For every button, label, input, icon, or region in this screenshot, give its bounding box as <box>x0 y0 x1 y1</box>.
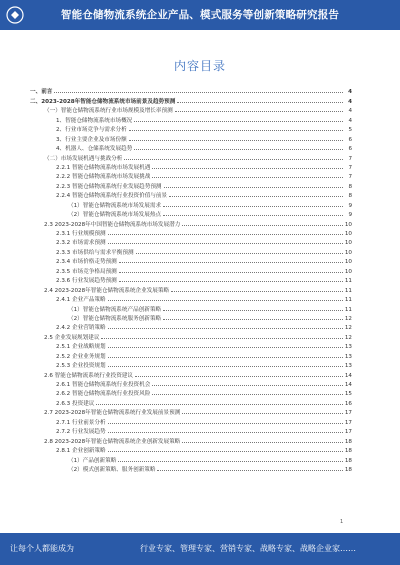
toc-entry-title: 2.3.3 市场供给与需求平衡预测 <box>56 249 134 256</box>
toc-entry[interactable] <box>30 341 352 350</box>
toc-leader-dots <box>119 272 343 273</box>
toc-entry[interactable] <box>30 369 352 378</box>
toc-entry-page: 8 <box>348 193 352 200</box>
toc-leader-dots <box>108 357 343 358</box>
toc-entry-title: 2.6.1 智能仓储物流系统行业投资机会 <box>56 382 151 388</box>
toc-entry-page: 18 <box>344 448 352 455</box>
toc-entry-page: 10 <box>344 231 352 237</box>
toc-entry-title: 二、2023-2028年智能仓储物流系统市场前景及趋势预测 <box>30 98 176 105</box>
toc-entry-title: （2）智能仓储物流系统服务创新策略 <box>68 315 162 322</box>
toc-leader-dots <box>163 310 343 311</box>
toc-entry-page: 18 <box>344 438 352 445</box>
toc-leader-dots <box>54 92 343 93</box>
toc-entry-page: 13 <box>344 353 352 360</box>
toc-entry-page: 9 <box>348 212 352 219</box>
toc-entry-title: 2.5 企业发展规划建议 <box>44 334 100 341</box>
toc-entry-page: 11 <box>344 297 352 304</box>
toc-leader-dots <box>108 347 343 348</box>
toc-entry-title: （2）智能仓储物流系统市场发展热点 <box>68 212 162 219</box>
toc-entry[interactable] <box>30 416 352 425</box>
toc-leader-dots <box>175 111 343 112</box>
toc-leader-dots <box>182 442 343 443</box>
toc-leader-dots <box>101 338 343 339</box>
toc-entry-page: 12 <box>344 315 352 322</box>
toc-leader-dots <box>171 291 343 292</box>
toc-entry[interactable] <box>30 180 352 189</box>
footer-tagline: 行业专家、管理专家、营销专家、战略专家、战略企业家…… <box>140 544 356 553</box>
toc-heading: 内容目录 <box>173 59 226 73</box>
toc-entry-title: 2.6.3 投资建议 <box>56 400 95 407</box>
toc-entry-title: （二）市场发展机遇与挑战分析 <box>44 155 123 162</box>
toc-entry[interactable] <box>30 464 352 473</box>
toc-entry-page: 9 <box>348 202 352 209</box>
toc-entry-title: 2.8 2023-2028年智能仓储物流系统企业创新发展策略 <box>44 438 181 445</box>
toc-leader-dots <box>108 234 343 235</box>
toc-entry-title: 2.6 智能仓储物流系统行业投资建议 <box>44 372 133 379</box>
toc-entry-title: 2.3.2 市场需求预测 <box>56 240 106 247</box>
toc-leader-dots <box>119 281 343 282</box>
toc-entry-page: 6 <box>348 136 352 143</box>
toc-entry-title: 2.5.1 企业战略规划 <box>56 344 106 351</box>
toc-entry[interactable] <box>30 124 352 133</box>
toc-entry-page: 15 <box>344 391 352 398</box>
toc-entry-page: 18 <box>344 457 352 464</box>
toc-entry-title: 2.2.1 智能仓储物流系统市场发展机遇 <box>56 164 151 171</box>
toc-entry-title: 2.5.2 企业业务规划 <box>56 353 106 360</box>
toc-entry[interactable] <box>30 388 352 397</box>
toc-entry[interactable] <box>30 86 352 95</box>
toc-entry-page: 5 <box>348 127 352 134</box>
toc-entry-page: 6 <box>348 146 352 153</box>
toc-entry-title: 2.4.1 企业产品策略 <box>56 297 106 304</box>
toc-entry[interactable] <box>30 313 352 322</box>
toc-entry-page: 11 <box>344 287 352 294</box>
toc-entry[interactable] <box>30 454 352 463</box>
toc-leader-dots <box>152 168 343 169</box>
toc-entry-title: 一、前言 <box>30 89 53 96</box>
toc-leader-dots <box>177 102 343 103</box>
toc-entry-page: 4 <box>348 89 352 96</box>
toc-entry-page: 7 <box>348 164 352 171</box>
toc-entry-title: 2.7.2 行业发展趋势 <box>56 429 106 436</box>
toc-entry-page: 4 <box>348 98 352 105</box>
toc-entry-title: 2.3.6 行业发展趋势预测 <box>56 278 117 285</box>
toc-entry[interactable] <box>30 303 352 312</box>
toc-entry[interactable] <box>30 228 352 237</box>
toc-entry[interactable] <box>30 435 352 444</box>
toc-entry-title: 2.3.1 行业规模预测 <box>56 231 106 237</box>
toc-leader-dots <box>108 300 343 301</box>
toc-entry[interactable] <box>30 407 352 416</box>
toc-entry[interactable] <box>30 133 352 142</box>
toc-entry[interactable] <box>30 95 352 104</box>
toc-entry-title: 2、行业市场竞争与需求分析 <box>56 127 127 134</box>
toc-entry[interactable] <box>30 265 352 274</box>
toc-entry-page: 17 <box>344 419 352 426</box>
toc-entry-title: 2.8.1 企业创新策略 <box>56 448 106 455</box>
toc-leader-dots <box>163 215 343 216</box>
toc-leader-dots <box>182 225 343 226</box>
toc-entry-title: 2.2.2 智能仓储物流系统市场发展挑战 <box>56 174 151 181</box>
toc-leader-dots <box>108 451 343 452</box>
toc-leader-dots <box>136 253 343 254</box>
toc-entry-page: 10 <box>344 240 352 247</box>
toc-entry-title: 2.2.4 智能仓储物流系统行业投资价值与前景 <box>56 193 168 200</box>
toc-entry-page: 8 <box>348 183 352 190</box>
toc-entry-page: 18 <box>344 466 352 473</box>
toc-leader-dots <box>134 149 343 150</box>
toc-entry-page: 11 <box>344 306 352 313</box>
toc-leader-dots <box>182 413 343 414</box>
toc-leader-dots <box>152 394 343 395</box>
toc-entry-title: 2.6.2 智能仓储物流系统行业投资风险 <box>56 391 151 398</box>
toc-entry[interactable] <box>30 331 352 340</box>
toc-leader-dots <box>163 319 343 320</box>
toc-entry-page: 10 <box>344 259 352 266</box>
toc-entry-title: 4、机器人、仓储系统发展趋势 <box>56 146 133 153</box>
toc-entry-title: 3、行业主要企业及市场份额 <box>56 136 127 143</box>
table-of-contents <box>30 86 352 473</box>
toc-entry[interactable] <box>30 143 352 152</box>
toc-entry-page: 12 <box>344 325 352 332</box>
toc-entry-title: 2.5.3 企业投资规划 <box>56 363 106 370</box>
toc-leader-dots <box>163 206 343 207</box>
page-number: 1 <box>340 519 344 525</box>
toc-leader-dots <box>96 404 343 405</box>
toc-leader-dots <box>108 423 343 424</box>
report-title: 智能仓储物流系统企业产品、模式服务等创新策略研究报告 <box>60 9 340 21</box>
toc-leader-dots <box>152 385 343 386</box>
toc-leader-dots <box>169 196 343 197</box>
toc-entry-title: 1、智能仓储物流系统市场概况 <box>56 117 133 124</box>
toc-entry[interactable] <box>30 218 352 227</box>
toc-entry-page: 11 <box>344 278 352 285</box>
toc-entry-title: （一）智能仓储物流系统行业市场规模及增长率预测 <box>44 108 173 115</box>
toc-entry-page: 10 <box>344 221 352 228</box>
toc-entry-page: 14 <box>344 372 352 379</box>
toc-entry-page: 17 <box>344 429 352 436</box>
toc-entry-page: 10 <box>344 249 352 256</box>
toc-leader-dots <box>157 470 343 471</box>
toc-leader-dots <box>108 432 343 433</box>
page-header <box>0 0 400 30</box>
page-footer <box>0 533 400 565</box>
toc-entry-title: 2.3.5 市场竞争格局预测 <box>56 268 117 275</box>
toc-entry-title: （1）智能仓储物流系统市场发展需求 <box>68 202 162 209</box>
toc-entry-title: 2.7 2023-2028年智能仓储物流系统行业发展前景预测 <box>44 410 181 417</box>
toc-entry-title: （1）产品创新策略 <box>68 457 117 464</box>
toc-leader-dots <box>129 130 343 131</box>
toc-entry[interactable] <box>30 284 352 293</box>
toc-entry[interactable] <box>30 256 352 265</box>
toc-leader-dots <box>164 187 343 188</box>
toc-entry[interactable] <box>30 209 352 218</box>
toc-entry-title: 2.2.3 智能仓储物流系统行业发展趋势预测 <box>56 183 162 190</box>
toc-entry-page: 14 <box>344 382 352 388</box>
toc-entry-page: 4 <box>348 117 352 124</box>
toc-entry[interactable] <box>30 171 352 180</box>
toc-leader-dots <box>152 177 343 178</box>
toc-leader-dots <box>134 121 343 122</box>
toc-entry-page: 13 <box>344 344 352 351</box>
toc-entry-page: 7 <box>348 155 352 162</box>
toc-entry-title: （2）模式创新策略、服务创新策略 <box>68 466 156 473</box>
toc-leader-dots <box>118 461 343 462</box>
toc-entry-page: 13 <box>344 363 352 370</box>
toc-entry[interactable] <box>30 162 352 171</box>
toc-entry-page: 7 <box>348 174 352 181</box>
toc-entry-page: 10 <box>344 268 352 275</box>
toc-entry-page: 4 <box>348 108 352 115</box>
toc-entry[interactable] <box>30 105 352 114</box>
toc-entry-title: （1）智能仓储物流系统产品创新策略 <box>68 306 162 313</box>
toc-entry-page: 17 <box>344 410 352 417</box>
toc-entry[interactable] <box>30 294 352 303</box>
footer-slogan: 让每个人都能成为 <box>10 544 74 553</box>
toc-entry[interactable] <box>30 275 352 284</box>
toc-entry-title: 2.4.2 企业营销策略 <box>56 325 106 332</box>
toc-entry[interactable] <box>30 322 352 331</box>
toc-entry[interactable] <box>30 445 352 454</box>
toc-entry[interactable] <box>30 397 352 406</box>
toc-entry-title: 2.3 2023-2028年中国智能仓储物流系统市场发展潜力 <box>44 221 181 228</box>
toc-leader-dots <box>124 159 343 160</box>
toc-entry[interactable] <box>30 350 352 359</box>
toc-entry-title: 2.7.1 行业前景分析 <box>56 419 106 426</box>
toc-entry[interactable] <box>30 237 352 246</box>
toc-entry-page: 16 <box>344 400 352 407</box>
toc-leader-dots <box>108 328 343 329</box>
toc-leader-dots <box>129 140 343 141</box>
toc-entry[interactable] <box>30 199 352 208</box>
toc-entry[interactable] <box>30 379 352 388</box>
toc-leader-dots <box>119 262 343 263</box>
toc-entry[interactable] <box>30 360 352 369</box>
toc-entry[interactable] <box>30 152 352 161</box>
toc-entry-page: 12 <box>344 334 352 341</box>
toc-entry[interactable] <box>30 426 352 435</box>
toc-entry[interactable] <box>30 246 352 255</box>
toc-entry[interactable] <box>30 114 352 123</box>
toc-entry[interactable] <box>30 190 352 199</box>
toc-leader-dots <box>108 366 343 367</box>
toc-leader-dots <box>108 243 343 244</box>
toc-entry-title: 2.4 2023-2028年智能仓储物流系统企业发展策略 <box>44 287 170 294</box>
toc-leader-dots <box>135 376 343 377</box>
toc-entry-title: 2.3.4 市场价格走势预测 <box>56 259 117 266</box>
